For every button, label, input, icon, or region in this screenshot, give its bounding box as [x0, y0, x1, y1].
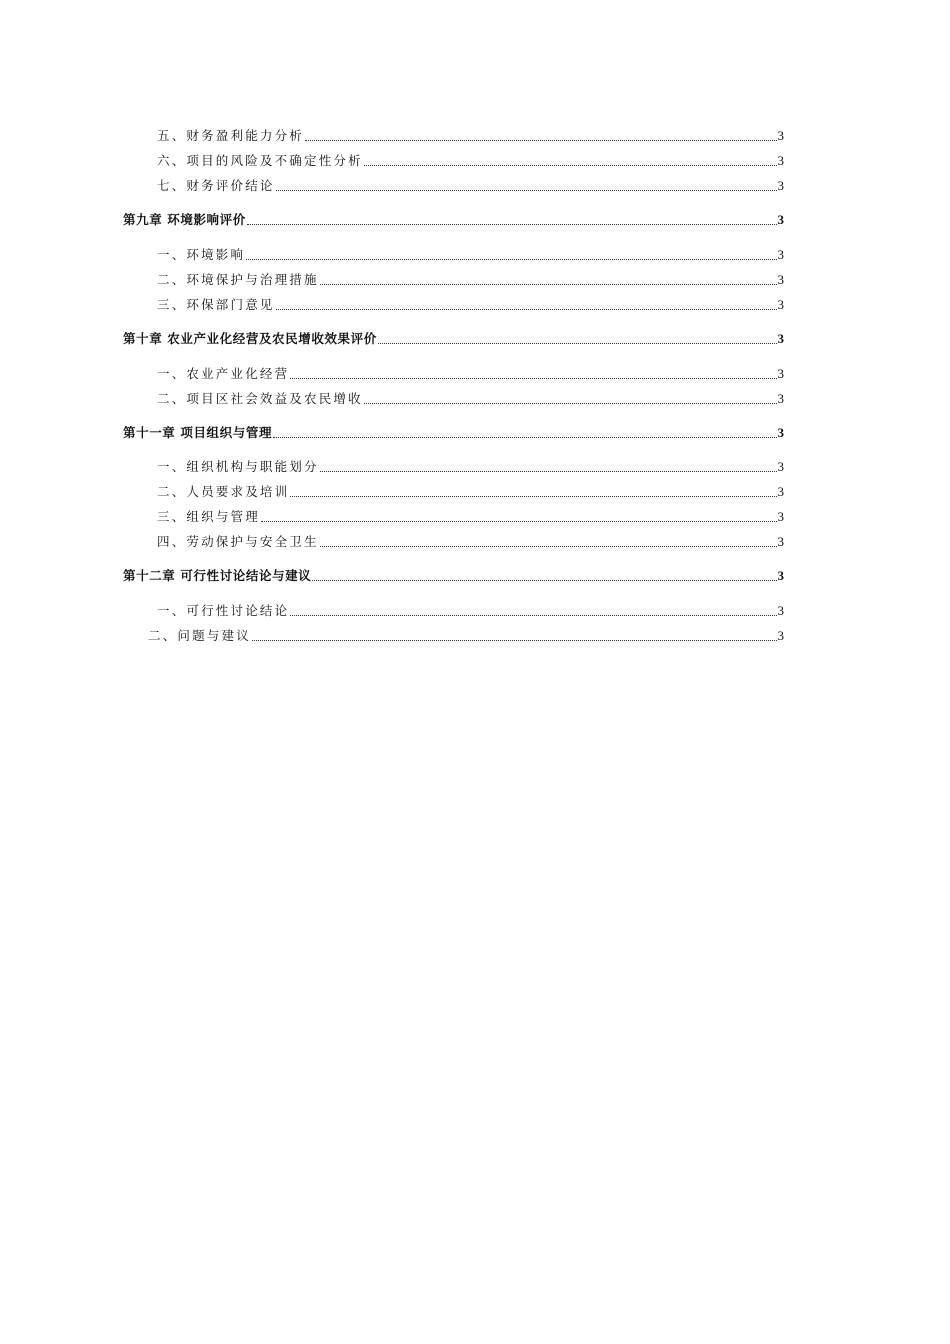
toc-entry-financial-conclusion[interactable]: [157, 176, 784, 196]
dot-leader: [364, 164, 777, 166]
toc-chapter-9[interactable]: [123, 210, 784, 230]
toc-entry-title: 六、项目的风险及不确定性分析: [157, 153, 363, 168]
dot-leader: [276, 308, 777, 310]
dot-leader: [378, 342, 777, 344]
toc-entry-page: 3: [777, 178, 784, 193]
dot-leader: [252, 639, 777, 641]
dot-leader: [247, 223, 777, 225]
toc-entry-title: 二、人员要求及培训: [157, 484, 290, 499]
dot-leader: [276, 189, 777, 191]
toc-chapter-title: 第十二章 可行性讨论结论与建议: [123, 568, 312, 583]
toc-chapter-title: 第十章 农业产业化经营及农民增收效果评价: [123, 331, 377, 346]
toc-entry-title: 二、环境保护与治理措施: [157, 272, 319, 287]
toc-entry-page: 3: [777, 484, 784, 499]
toc-entry-page: 3: [777, 366, 784, 381]
toc-entry-title: 二、项目区社会效益及农民增收: [157, 391, 363, 406]
toc-chapter-title: 第九章 环境影响评价: [123, 212, 246, 227]
toc-entry-environmental-impact[interactable]: [157, 245, 784, 265]
toc-entry-organization-structure[interactable]: [157, 457, 784, 477]
toc-entry-environmental-opinion[interactable]: [157, 295, 784, 315]
dot-leader: [273, 436, 776, 438]
toc-entry-page: 3: [777, 534, 784, 549]
toc-entry-page: 3: [777, 331, 784, 346]
toc-chapter-11[interactable]: [123, 423, 784, 443]
dot-leader: [312, 579, 776, 581]
dot-leader: [364, 402, 777, 404]
toc-entry-page: 3: [777, 425, 784, 440]
toc-entry-title: 一、环境影响: [157, 247, 246, 262]
dot-leader: [320, 470, 777, 472]
toc-entry-title: 三、组织与管理: [157, 509, 260, 524]
toc-entry-environmental-protection[interactable]: [157, 270, 784, 290]
toc-entry-page: 3: [777, 391, 784, 406]
dot-leader: [261, 520, 777, 522]
dot-leader: [320, 283, 777, 285]
toc-entry-title: 一、可行性讨论结论: [157, 603, 290, 618]
toc-entry-risk-analysis[interactable]: [157, 151, 784, 171]
toc-entry-issues-suggestions[interactable]: [148, 626, 784, 646]
toc-entry-title: 一、农业产业化经营: [157, 366, 290, 381]
toc-entry-agri-industrialization[interactable]: [157, 364, 784, 384]
toc-entry-page: 3: [777, 628, 784, 643]
dot-leader: [320, 545, 777, 547]
toc-entry-title: 四、劳动保护与安全卫生: [157, 534, 319, 549]
dot-leader: [290, 614, 776, 616]
toc-entry-financial-profitability[interactable]: [157, 126, 784, 146]
toc-entry-page: 3: [777, 128, 784, 143]
toc-entry-labor-safety[interactable]: [157, 532, 784, 552]
dot-leader: [305, 139, 776, 141]
toc-entry-page: 3: [777, 153, 784, 168]
toc-entry-feasibility-conclusion[interactable]: [157, 601, 784, 621]
toc-entry-organization-management[interactable]: [157, 507, 784, 527]
dot-leader: [290, 377, 776, 379]
toc-entry-page: 3: [777, 297, 784, 312]
toc-entry-page: 3: [777, 272, 784, 287]
toc-entry-page: 3: [777, 247, 784, 262]
toc-entry-title: 三、环保部门意见: [157, 297, 275, 312]
toc-chapter-12[interactable]: [123, 566, 784, 586]
toc-entry-title: 五、财务盈利能力分析: [157, 128, 305, 143]
toc-chapter-10[interactable]: [123, 329, 784, 349]
toc-entry-page: 3: [777, 568, 784, 583]
dot-leader: [290, 495, 776, 497]
toc-entry-title: 七、财务评价结论: [157, 178, 275, 193]
toc-entry-page: 3: [777, 459, 784, 474]
toc-entry-social-benefit[interactable]: [157, 389, 784, 409]
toc-entry-page: 3: [777, 509, 784, 524]
toc-entry-title: 二、问题与建议: [148, 628, 251, 643]
dot-leader: [246, 258, 776, 260]
toc-entry-page: 3: [777, 212, 784, 227]
toc-entry-staff-training[interactable]: [157, 482, 784, 502]
toc-entry-page: 3: [777, 603, 784, 618]
toc-entry-title: 一、组织机构与职能划分: [157, 459, 319, 474]
toc-chapter-title: 第十一章 项目组织与管理: [123, 425, 273, 440]
